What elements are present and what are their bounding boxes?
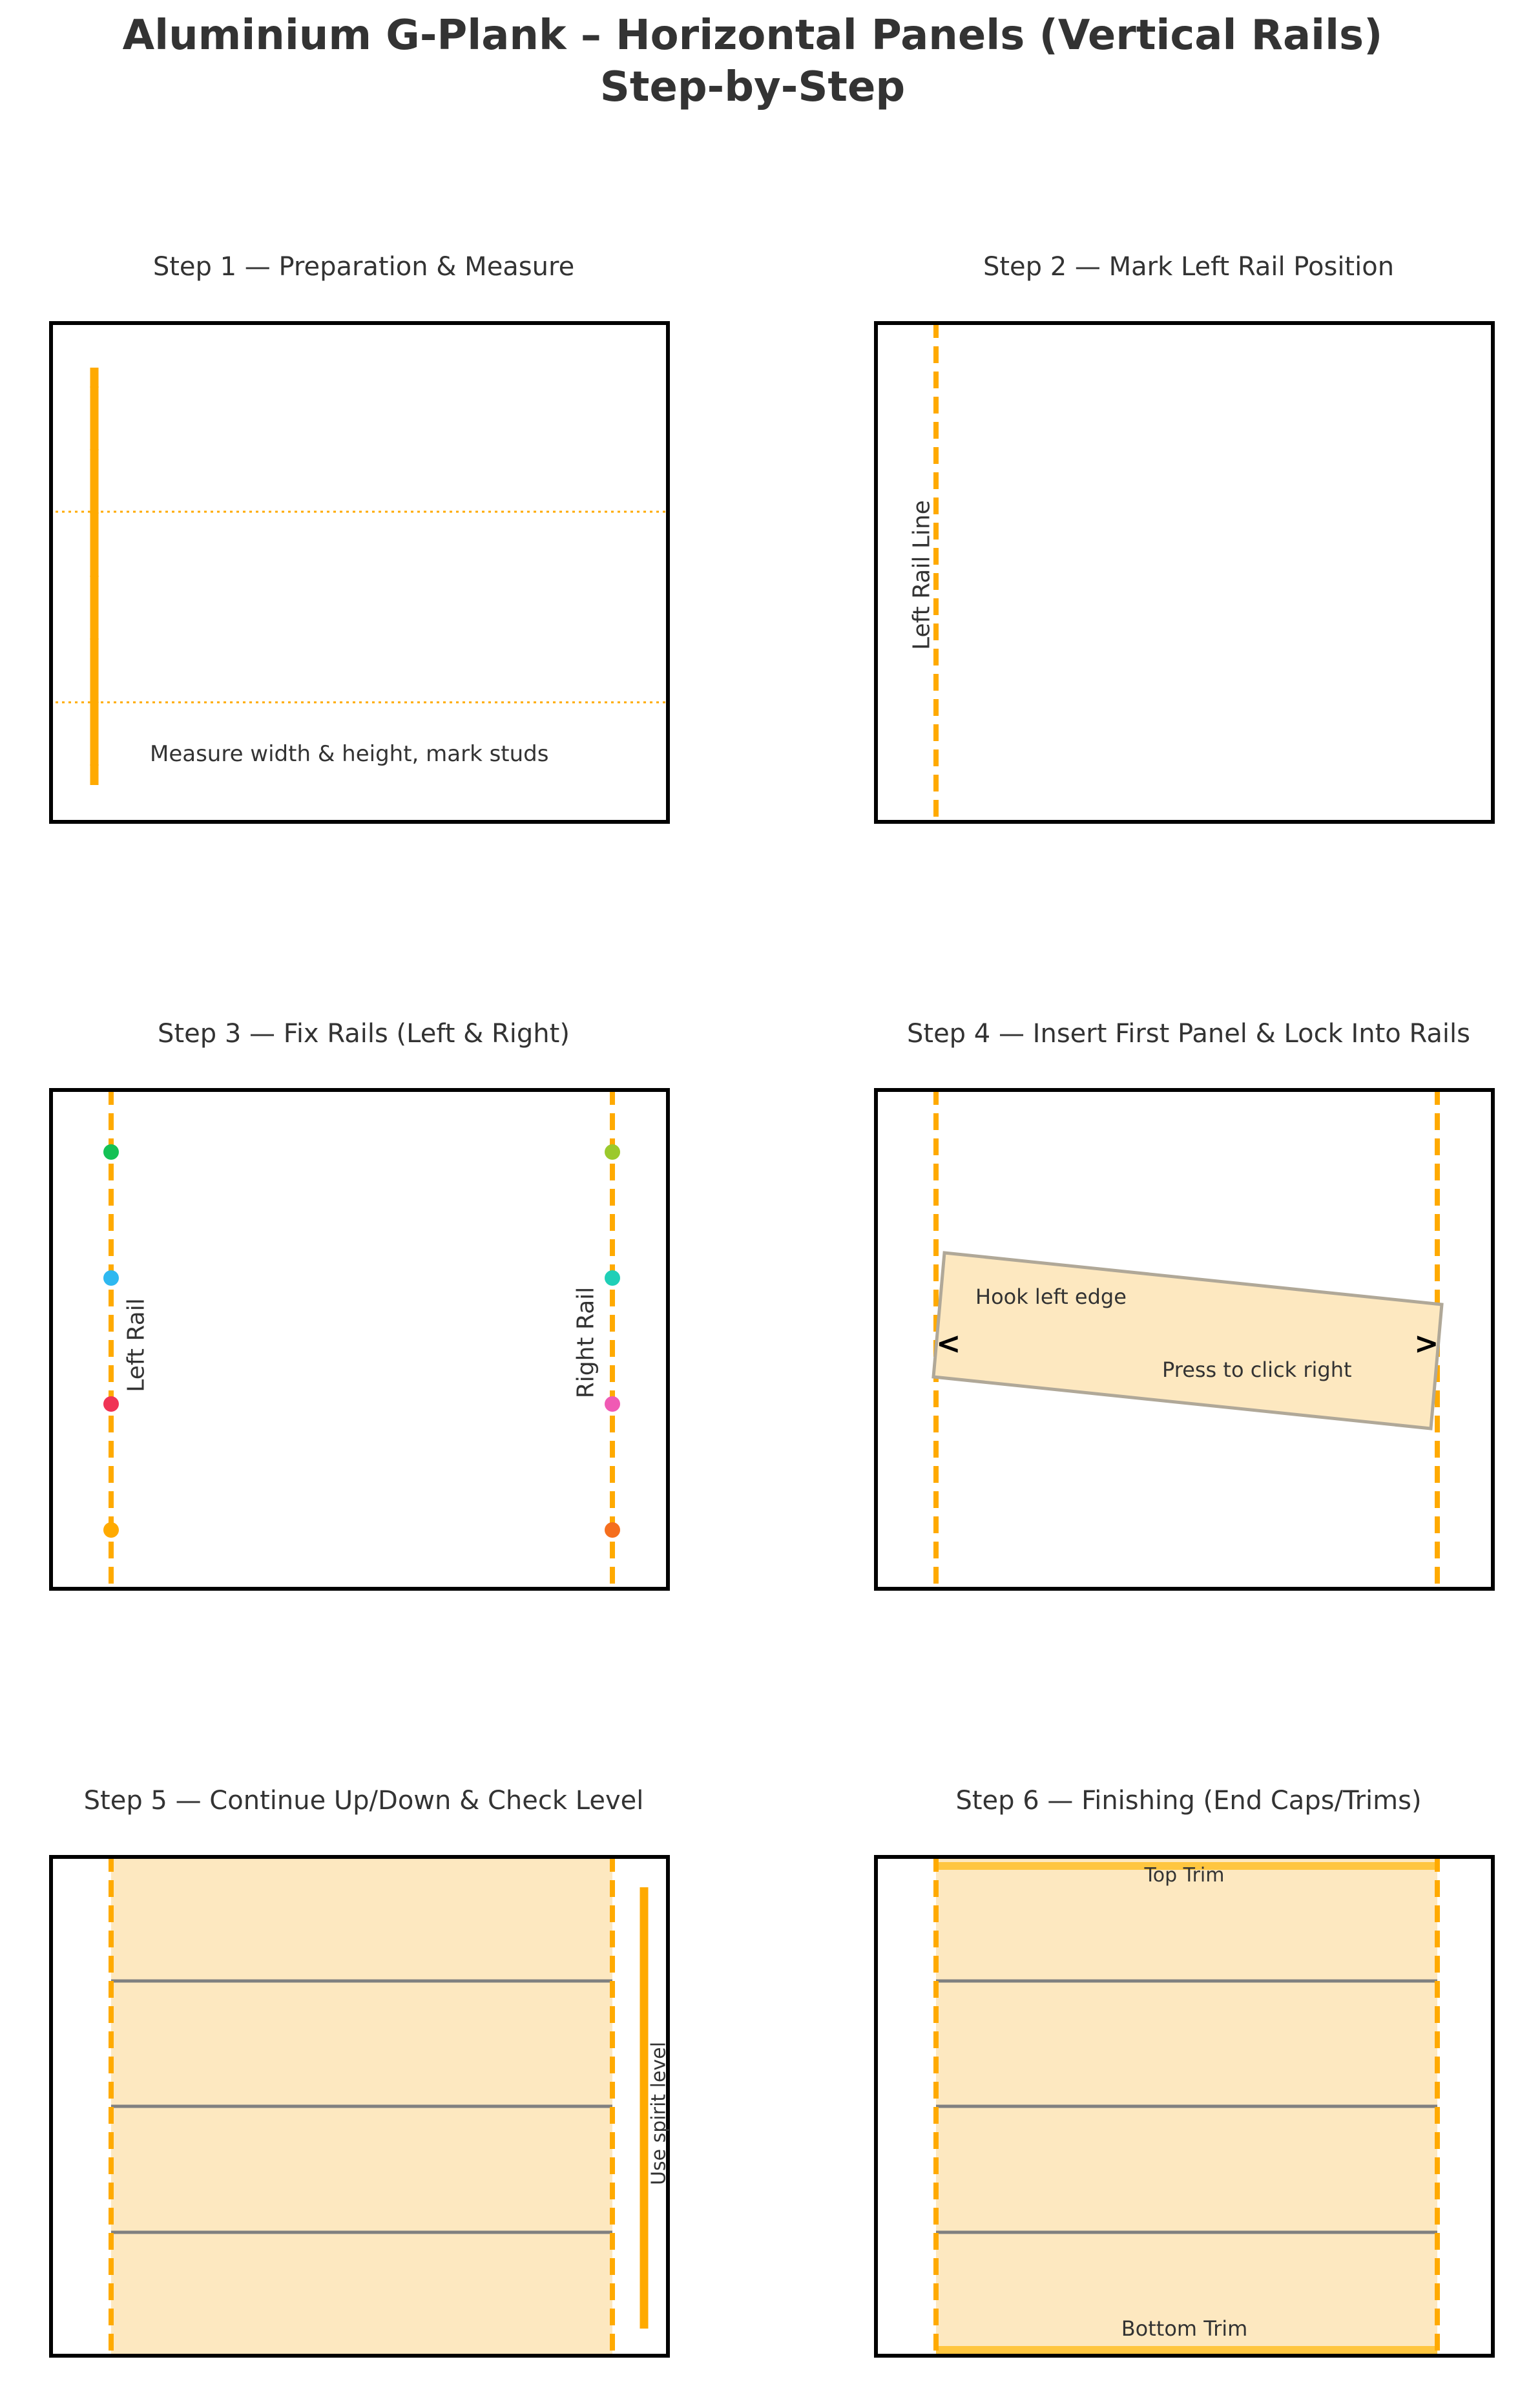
step-5-title: Step 5 — Continue Up/Down & Check Level (83, 1786, 644, 1816)
step-2-diagram (874, 321, 1495, 824)
page-title-line1: Aluminium G-Plank – Horizontal Panels (Vertical Rails) (122, 12, 1383, 59)
fixing-screw (103, 1396, 119, 1412)
fixing-screw (103, 1144, 119, 1160)
step-6-title: Step 6 — Finishing (End Caps/Trims) (955, 1786, 1422, 1816)
fixing-screw (605, 1396, 620, 1412)
right-arrow-icon: > (1414, 1326, 1439, 1361)
right-rail-label: Right Rail (572, 1286, 599, 1399)
step-2-panel (874, 321, 1495, 824)
bottom-trim-label: Bottom Trim (1121, 2316, 1248, 2341)
fixing-screw (103, 1270, 119, 1286)
step-3-title: Step 3 — Fix Rails (Left & Right) (158, 1019, 570, 1049)
left-rail-label: Left Rail (123, 1298, 150, 1392)
first-panel (933, 1253, 1442, 1429)
fixing-screw (605, 1144, 620, 1160)
left-arrow-icon: < (936, 1326, 961, 1361)
left-rail-line-label: Left Rail Line (908, 500, 935, 650)
page-title-line2: Step-by-Step (599, 63, 906, 111)
fixing-screw (103, 1522, 119, 1538)
measure-instruction: Measure width & height, mark studs (150, 741, 549, 767)
step-2-title: Step 2 — Mark Left Rail Position (983, 252, 1395, 282)
spirit-level-label: Use spirit level (647, 2042, 670, 2185)
step-6-diagram (874, 1855, 1495, 2358)
fixing-screw (605, 1522, 620, 1538)
step-3-panel (49, 1088, 670, 1591)
step-5-panel (49, 1855, 670, 2358)
step-1-title: Step 1 — Preparation & Measure (152, 252, 575, 282)
step-5-diagram (49, 1855, 670, 2358)
step-4-diagram (874, 1088, 1495, 1591)
top-trim-label: Top Trim (1144, 1864, 1225, 1887)
step-4-title: Step 4 — Insert First Panel & Lock Into Rails (907, 1019, 1470, 1049)
fixing-screw (605, 1270, 620, 1286)
hook-left-edge-label: Hook left edge (975, 1284, 1127, 1309)
press-to-click-right-label: Press to click right (1162, 1357, 1352, 1382)
step-6-panel (874, 1855, 1495, 2358)
step-1-panel (49, 321, 670, 824)
page-title (0, 10, 1505, 113)
step-4-panel (874, 1088, 1495, 1591)
